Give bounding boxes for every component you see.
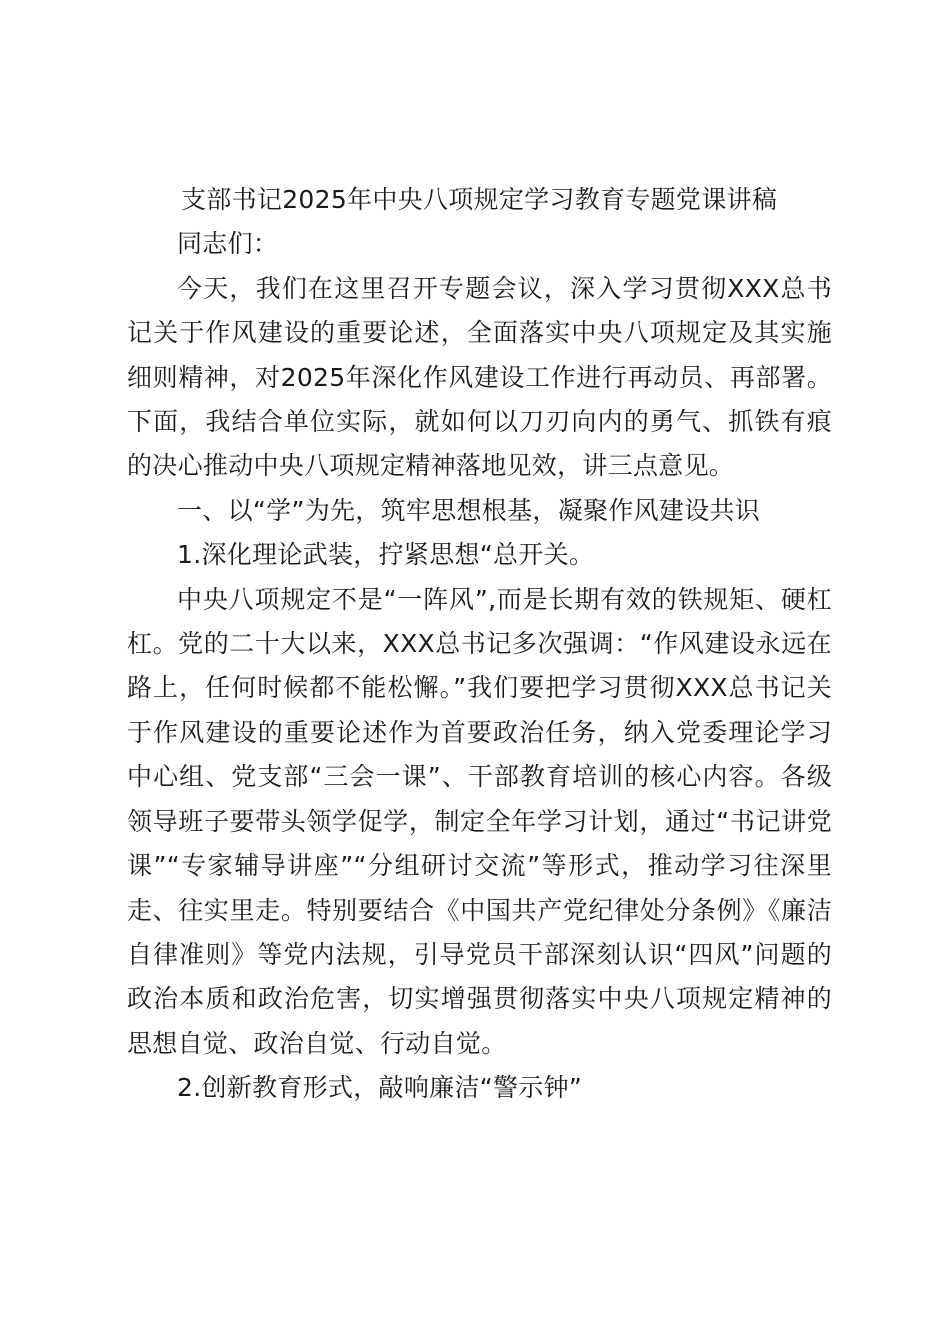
subsection-1-heading: 1.深化理论武装，拧紧思想“总开关。	[177, 540, 595, 570]
section-1-heading: 一、以“学”为先，筑牢思想根基，凝聚作风建设共识	[177, 495, 761, 525]
subsection-2-heading: 2.创新教育形式，敲响廉洁“警示钟”	[177, 1073, 583, 1103]
document-title: 支部书记2025年中央八项规定学习教育专题党课讲稿	[181, 185, 778, 214]
document-body	[127, 178, 832, 1111]
salutation: 同志们：	[177, 229, 279, 259]
intro-paragraph: 今天，我们在这里召开专题会议，深入学习贯彻XXX总书记关于作风建设的重要论述，全面落实中央八项规定及其实施细则精神，对2025年深化作风建设工作进行再动员、再部署。下面，我结合单位实际，就如何以刀刃向内的勇气、抓铁有痕的决心推动中央八项规定精神落地见效，讲三点意见。	[127, 273, 832, 481]
subsection-1-body: 中央八项规定不是“一阵风”,而是长期有效的铁规矩、硬杠杠。党的二十大以来，XXX总书记多次强调：“作风建设永远在路上，任何时候都不能松懈。”我们要把学习贯彻XXX总书记关于作风建设的重要论述作为首要政治任务，纳入党委理论学习中心组、党支部“三会一课”、干部教育培训的核心内容。各级领导班子要带头领学促学，制定全年学习计划，通过“书记讲党课”“专家辅导讲座”“分组研讨交流”等形式，推动学习往深里走、往实里走。特别要结合《中国共产党纪律处分条例》《廉洁自律准则》等党内法规，引导党员干部深刻认识“四风”问题的政治本质和政治危害，切实增强贯彻落实中央八项规定精神的思想自觉、政治自觉、行动自觉。	[127, 584, 832, 1058]
